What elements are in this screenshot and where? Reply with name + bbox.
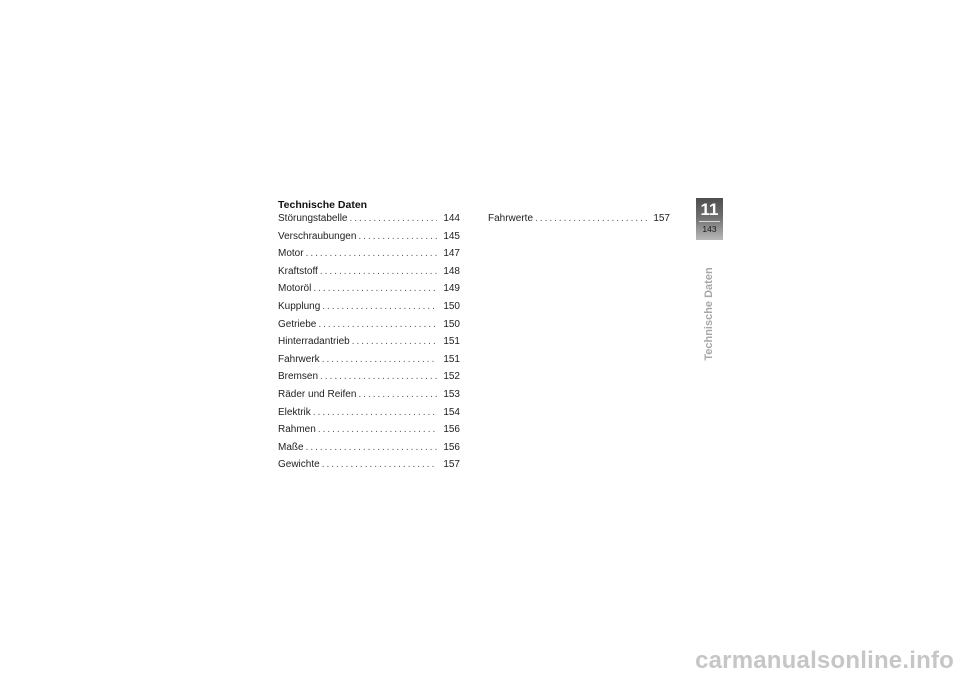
toc-dot-leader: [322, 459, 437, 470]
toc-entry-page: 157: [443, 459, 460, 471]
toc-entry-page: 150: [443, 300, 460, 312]
toc-entry[interactable]: [278, 231, 460, 249]
toc-entry[interactable]: [278, 354, 460, 372]
toc-entry-page: 148: [443, 265, 460, 277]
toc-entry[interactable]: [278, 301, 460, 319]
toc-dot-leader: [535, 213, 647, 224]
toc-entry[interactable]: [278, 319, 460, 337]
toc-dot-leader: [358, 389, 437, 400]
toc-dot-leader: [350, 213, 438, 224]
toc-entry-label: Getriebe: [278, 318, 317, 330]
toc-entry[interactable]: [278, 248, 460, 266]
toc-dot-leader: [320, 266, 437, 277]
toc-entry-page: 145: [443, 230, 460, 242]
toc-dot-leader: [313, 283, 437, 294]
toc-entry-page: 151: [443, 336, 460, 348]
toc-dot-leader: [322, 354, 437, 365]
toc-entry-label: Kraftstoff: [278, 265, 318, 277]
toc-entry[interactable]: [488, 213, 670, 231]
toc-entry-page: 156: [443, 441, 460, 453]
toc-entry-label: Kupplung: [278, 300, 321, 312]
toc-dot-leader: [306, 248, 437, 259]
toc-entry-page: 147: [443, 248, 460, 260]
toc-dot-leader: [306, 442, 437, 453]
toc-dot-leader: [352, 336, 437, 347]
toc-entry-page: 157: [653, 213, 670, 224]
toc-dot-leader: [322, 301, 437, 312]
toc-entry-label: Bremsen: [278, 371, 319, 383]
toc-dot-leader: [318, 424, 437, 435]
toc-entry[interactable]: [278, 424, 460, 442]
toc-entry-label: Fahrwerte: [488, 213, 534, 224]
section-title: Technische Daten: [278, 199, 368, 211]
toc-entry-label: Motoröl: [278, 283, 312, 295]
chapter-number: 11: [700, 200, 719, 219]
toc-entry[interactable]: [278, 459, 460, 477]
toc-entry[interactable]: [278, 407, 460, 425]
toc-entry-label: Rahmen: [278, 424, 316, 436]
toc-entry-label: Störungstabelle: [278, 213, 348, 224]
toc-entry[interactable]: [278, 266, 460, 284]
toc-entry-page: 150: [443, 318, 460, 330]
toc-right-column: [488, 213, 670, 231]
toc-entry[interactable]: [278, 371, 460, 389]
toc-entry-page: 156: [443, 424, 460, 436]
toc-entry[interactable]: [278, 283, 460, 301]
toc-entry-label: Gewichte: [278, 459, 320, 471]
toc-entry-label: Fahrwerk: [278, 353, 320, 365]
watermark: carmanualsonline.info: [695, 647, 954, 674]
chapter-tab: [696, 198, 723, 240]
toc-entry-label: Hinterradantrieb: [278, 336, 350, 348]
toc-entry-label: Verschraubungen: [278, 230, 357, 242]
toc-left-column: [278, 213, 460, 477]
toc-entry-label: Maße: [278, 441, 304, 453]
toc-entry-label: Elektrik: [278, 406, 311, 418]
toc-entry[interactable]: [278, 213, 460, 231]
toc-entry-label: Motor: [278, 248, 304, 260]
toc-entry-page: 154: [443, 406, 460, 418]
toc-entry[interactable]: [278, 442, 460, 460]
toc-dot-leader: [318, 319, 437, 330]
toc-dot-leader: [320, 371, 437, 382]
toc-entry-page: 151: [443, 353, 460, 365]
chapter-divider: [699, 221, 720, 222]
toc-entry[interactable]: [278, 389, 460, 407]
toc-dot-leader: [313, 407, 437, 418]
toc-dot-leader: [358, 231, 437, 242]
toc-entry-page: 144: [443, 213, 460, 224]
toc-entry-page: 149: [443, 283, 460, 295]
side-chapter-label: Technische Daten: [703, 267, 715, 361]
toc-entry[interactable]: [278, 336, 460, 354]
toc-entry-page: 152: [443, 371, 460, 383]
toc-entry-page: 153: [443, 388, 460, 400]
page-number: 143: [702, 224, 717, 234]
toc-entry-label: Räder und Reifen: [278, 388, 357, 400]
